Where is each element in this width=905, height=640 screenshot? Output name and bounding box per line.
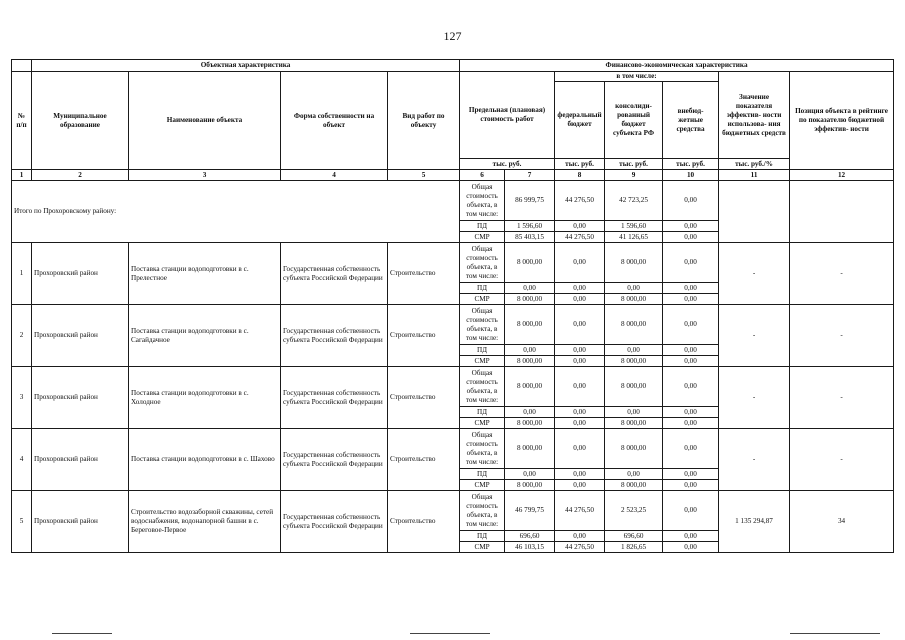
cost-value: 8 000,00 bbox=[505, 305, 555, 345]
cost-type: ПД bbox=[460, 407, 505, 418]
indicator-value: - bbox=[719, 429, 790, 491]
col-number-9: 9 bbox=[605, 170, 663, 181]
ownership: Государственная собственность субъекта Российской Федерации bbox=[281, 305, 388, 367]
cost-value: 1 596,60 bbox=[505, 221, 555, 232]
extrabudget-value: 0,00 bbox=[663, 418, 719, 429]
cost-type: ПД bbox=[460, 531, 505, 542]
cost-value: 8 000,00 bbox=[505, 480, 555, 491]
object-name: Строительство водозаборной скважины, сетей водоснабжения, водонапорной башни в с. Береговое-Первое bbox=[129, 491, 281, 553]
extrabudget-value: 0,00 bbox=[663, 294, 719, 305]
col-number-11: 11 bbox=[719, 170, 790, 181]
consolidated-header: консолиди- рованный бюджет субъекта РФ bbox=[605, 82, 663, 159]
total-label: Итого по Прохоровскому району: bbox=[12, 181, 460, 243]
federal-value: 0,00 bbox=[555, 294, 605, 305]
ownership: Государственная собственность субъекта Российской Федерации bbox=[281, 243, 388, 305]
cost-value: 8 000,00 bbox=[505, 418, 555, 429]
federal-value: 0,00 bbox=[555, 345, 605, 356]
federal-value: 0,00 bbox=[555, 418, 605, 429]
col-number-5: 5 bbox=[388, 170, 460, 181]
cost-value: 85 403,15 bbox=[505, 232, 555, 243]
extrabudget-value: 0,00 bbox=[663, 243, 719, 283]
consolidated-value: 696,60 bbox=[605, 531, 663, 542]
work-type: Строительство bbox=[388, 429, 460, 491]
cost-value: 696,60 bbox=[505, 531, 555, 542]
object-row bbox=[12, 491, 894, 531]
ownership: Государственная собственность субъекта Российской Федерации bbox=[281, 491, 388, 553]
federal-value: 0,00 bbox=[555, 221, 605, 232]
total-indicator bbox=[719, 181, 790, 243]
cost-value: 0,00 bbox=[505, 283, 555, 294]
object-row bbox=[12, 243, 894, 283]
consolidated-value: 0,00 bbox=[605, 345, 663, 356]
ownership: Государственная собственность субъекта Российской Федерации bbox=[281, 429, 388, 491]
cost-type: Общая стоимость объекта, в том числе: bbox=[460, 181, 505, 221]
indicator-value: 1 135 294,87 bbox=[719, 491, 790, 553]
col-number-3: 3 bbox=[129, 170, 281, 181]
federal-value: 0,00 bbox=[555, 356, 605, 367]
consolidated-value: 0,00 bbox=[605, 283, 663, 294]
cost-value: 8 000,00 bbox=[505, 367, 555, 407]
extrabudget-value: 0,00 bbox=[663, 305, 719, 345]
work-type: Строительство bbox=[388, 491, 460, 553]
federal-value: 0,00 bbox=[555, 243, 605, 283]
object-name: Поставка станции водоподготовки в с. Прелестное bbox=[129, 243, 281, 305]
in-that-header: в том числе: bbox=[555, 72, 719, 82]
federal-value: 0,00 bbox=[555, 407, 605, 418]
cost-type: ПД bbox=[460, 469, 505, 480]
unit-indicator: тыс. руб./% bbox=[719, 159, 790, 170]
object-name-header: Наименование объекта bbox=[129, 72, 281, 170]
row-number: 2 bbox=[12, 305, 32, 367]
col-number-10: 10 bbox=[663, 170, 719, 181]
row-number: 3 bbox=[12, 367, 32, 429]
federal-value: 0,00 bbox=[555, 367, 605, 407]
consolidated-value: 8 000,00 bbox=[605, 305, 663, 345]
cost-value: 86 999,75 bbox=[505, 181, 555, 221]
consolidated-value: 2 523,25 bbox=[605, 491, 663, 531]
footer-rule bbox=[790, 633, 880, 634]
federal-value: 0,00 bbox=[555, 531, 605, 542]
indicator-value: - bbox=[719, 305, 790, 367]
consolidated-value: 1 596,60 bbox=[605, 221, 663, 232]
rating-position: - bbox=[790, 305, 894, 367]
object-row bbox=[12, 367, 894, 407]
col-number-6: 6 bbox=[460, 170, 505, 181]
extrabudget-value: 0,00 bbox=[663, 491, 719, 531]
extrabudget-value: 0,00 bbox=[663, 356, 719, 367]
cost-type: СМР bbox=[460, 418, 505, 429]
cost-value: 8 000,00 bbox=[505, 429, 555, 469]
consolidated-value: 42 723,25 bbox=[605, 181, 663, 221]
cost-value: 0,00 bbox=[505, 345, 555, 356]
extrabudget-header: внебюд- жетные средства bbox=[663, 82, 719, 159]
cost-type: СМР bbox=[460, 542, 505, 553]
rating-position: 34 bbox=[790, 491, 894, 553]
consolidated-value: 41 126,65 bbox=[605, 232, 663, 243]
object-row bbox=[12, 305, 894, 345]
total-position bbox=[790, 181, 894, 243]
page-number: 127 bbox=[443, 29, 462, 43]
municipality-header: Муниципальное образование bbox=[32, 72, 129, 170]
extrabudget-value: 0,00 bbox=[663, 345, 719, 356]
cost-value: 0,00 bbox=[505, 407, 555, 418]
ownership: Государственная собственность субъекта Российской Федерации bbox=[281, 367, 388, 429]
municipality: Прохоровский район bbox=[32, 491, 129, 553]
col-number-7: 7 bbox=[505, 170, 555, 181]
unit-consolidated: тыс. руб. bbox=[605, 159, 663, 170]
cost-value: 8 000,00 bbox=[505, 356, 555, 367]
cost-type: СМР bbox=[460, 480, 505, 491]
federal-value: 0,00 bbox=[555, 283, 605, 294]
indicator-value: - bbox=[719, 367, 790, 429]
municipality: Прохоровский район bbox=[32, 243, 129, 305]
municipality: Прохоровский район bbox=[32, 429, 129, 491]
cost-type: ПД bbox=[460, 345, 505, 356]
cost-value: 0,00 bbox=[505, 469, 555, 480]
rating-position: - bbox=[790, 243, 894, 305]
col-number-12: 12 bbox=[790, 170, 894, 181]
cost-type: Общая стоимость объекта, в том числе: bbox=[460, 243, 505, 283]
fin-char-header: Финансово-экономическая характеристика bbox=[460, 60, 894, 72]
cost-value: 46 799,75 bbox=[505, 491, 555, 531]
max-cost-header: Предельная (плановая) стоимость работ bbox=[460, 72, 555, 159]
consolidated-value: 0,00 bbox=[605, 407, 663, 418]
row-number: 4 bbox=[12, 429, 32, 491]
federal-value: 0,00 bbox=[555, 305, 605, 345]
consolidated-value: 8 000,00 bbox=[605, 356, 663, 367]
consolidated-value: 8 000,00 bbox=[605, 480, 663, 491]
federal-value: 0,00 bbox=[555, 469, 605, 480]
work-type: Строительство bbox=[388, 367, 460, 429]
footer-rule bbox=[410, 633, 490, 634]
indicator-value: - bbox=[719, 243, 790, 305]
consolidated-value: 0,00 bbox=[605, 469, 663, 480]
row-number: 5 bbox=[12, 491, 32, 553]
cost-value: 8 000,00 bbox=[505, 243, 555, 283]
footer-rule bbox=[52, 633, 112, 634]
cost-type: СМР bbox=[460, 232, 505, 243]
municipality: Прохоровский район bbox=[32, 367, 129, 429]
work-type: Строительство bbox=[388, 243, 460, 305]
consolidated-value: 8 000,00 bbox=[605, 367, 663, 407]
extrabudget-value: 0,00 bbox=[663, 542, 719, 553]
ownership-header: Форма собственности на объект bbox=[281, 72, 388, 170]
extrabudget-value: 0,00 bbox=[663, 480, 719, 491]
cost-value: 8 000,00 bbox=[505, 294, 555, 305]
cost-type: СМР bbox=[460, 294, 505, 305]
federal-value: 0,00 bbox=[555, 480, 605, 491]
rating-position: - bbox=[790, 429, 894, 491]
consolidated-value: 8 000,00 bbox=[605, 294, 663, 305]
rating-position: - bbox=[790, 367, 894, 429]
cost-type: СМР bbox=[460, 356, 505, 367]
cost-type: Общая стоимость объекта, в том числе: bbox=[460, 429, 505, 469]
object-name: Поставка станции водоподготовки в с. Сагайдачное bbox=[129, 305, 281, 367]
unit-federal: тыс. руб. bbox=[555, 159, 605, 170]
extrabudget-value: 0,00 bbox=[663, 367, 719, 407]
work-type-header: Вид работ по объекту bbox=[388, 72, 460, 170]
federal-value: 44 276,50 bbox=[555, 232, 605, 243]
total-row bbox=[12, 181, 894, 221]
work-type: Строительство bbox=[388, 305, 460, 367]
object-name: Поставка станции водоподготовки в с. Шахово bbox=[129, 429, 281, 491]
object-name: Поставка станции водоподготовки в с. Холодное bbox=[129, 367, 281, 429]
object-char-header: Объектная характеристика bbox=[32, 60, 460, 72]
cost-type: Общая стоимость объекта, в том числе: bbox=[460, 491, 505, 531]
unit-cost: тыс. руб. bbox=[460, 159, 555, 170]
consolidated-value: 8 000,00 bbox=[605, 418, 663, 429]
extrabudget-value: 0,00 bbox=[663, 469, 719, 480]
extrabudget-value: 0,00 bbox=[663, 232, 719, 243]
consolidated-value: 8 000,00 bbox=[605, 429, 663, 469]
object-row bbox=[12, 429, 894, 469]
col-number-1: 1 bbox=[12, 170, 32, 181]
col-number-4: 4 bbox=[281, 170, 388, 181]
extrabudget-value: 0,00 bbox=[663, 429, 719, 469]
extrabudget-value: 0,00 bbox=[663, 531, 719, 542]
indicator-header: Значение показателя эффектив- ности использова- ния бюджетных средств bbox=[719, 72, 790, 159]
federal-value: 44 276,50 bbox=[555, 542, 605, 553]
federal-header: федеральный бюджет bbox=[555, 82, 605, 159]
row-number: 1 bbox=[12, 243, 32, 305]
cost-type: ПД bbox=[460, 283, 505, 294]
consolidated-value: 8 000,00 bbox=[605, 243, 663, 283]
col-number-8: 8 bbox=[555, 170, 605, 181]
blank-corner bbox=[12, 60, 32, 72]
municipality: Прохоровский район bbox=[32, 305, 129, 367]
federal-value: 44 276,50 bbox=[555, 181, 605, 221]
cost-type: ПД bbox=[460, 221, 505, 232]
investment-table bbox=[11, 59, 894, 553]
num-header: № п/п bbox=[12, 72, 32, 170]
extrabudget-value: 0,00 bbox=[663, 221, 719, 232]
federal-value: 44 276,50 bbox=[555, 491, 605, 531]
cost-type: Общая стоимость объекта, в том числе: bbox=[460, 367, 505, 407]
extrabudget-value: 0,00 bbox=[663, 407, 719, 418]
extrabudget-value: 0,00 bbox=[663, 283, 719, 294]
position-header: Позиция объекта в рейтинге по показателю бюджетной эффектив- ности bbox=[790, 72, 894, 170]
cost-value: 46 103,15 bbox=[505, 542, 555, 553]
extrabudget-value: 0,00 bbox=[663, 181, 719, 221]
unit-extra: тыс. руб. bbox=[663, 159, 719, 170]
federal-value: 0,00 bbox=[555, 429, 605, 469]
col-number-2: 2 bbox=[32, 170, 129, 181]
consolidated-value: 1 826,65 bbox=[605, 542, 663, 553]
cost-type: Общая стоимость объекта, в том числе: bbox=[460, 305, 505, 345]
